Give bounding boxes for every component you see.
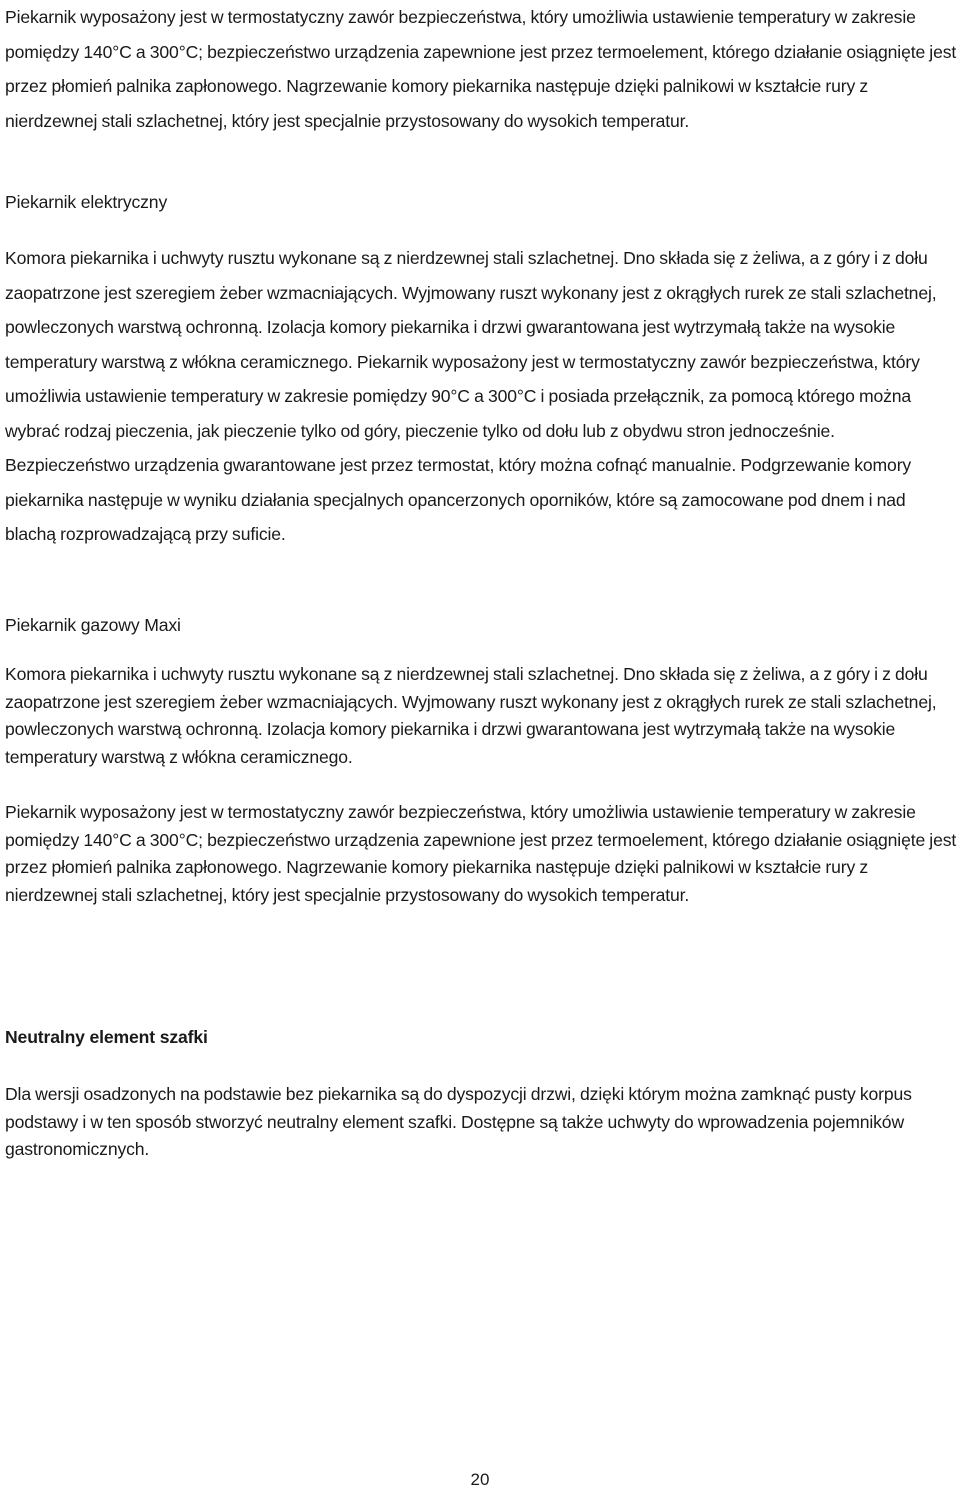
paragraph-gas-oven-maxi-thermostat: Piekarnik wyposażony jest w termostatyczny zawór bezpieczeństwa, który umożliwia ustawienie temperatury w zakresie pomiędzy 140°C a 300°C; bezpieczeństwo urządzenia zapewnione jest przez termoelement, którego działanie osiągnięte jest przez płomień palnika zapłonowego. Nagrzewanie komory piekarnika następuje dzięki palnikowi w kształcie rury z nierdzewnej stali szlachetnej, który jest specjalnie przystosowany do wysokich temperatur. (5, 802, 957, 905)
heading-neutral-cabinet: Neutralny element szafki (5, 1027, 208, 1047)
paragraph-electric-oven: Komora piekarnika i uchwyty rusztu wykonane są z nierdzewnej stali szlachetnej. Dno składa się z żeliwa, a z góry i z dołu zaopatrzone jest szeregiem żeber wzmacniających. Wyjmowany ruszt wykonany jest z okrągłych rurek ze stali szlachetnej, powleczonych warstwą ochronną. Izolacja komory piekarnika i drzwi gwarantowana jest wytrzymałą także na wysokie temperatury warstwą z włókna ceramicznego. Piekarnik wyposażony jest w termostatyczny zawór bezpieczeństwa, który umożliwia ustawienie temperatury w zakresie pomiędzy 90°C a 300°C i posiada przełącznik, za pomocą którego można wybrać rodzaj pieczenia, jak pieczenie tylko od góry, pieczenie tylko od dołu lub z obydwu stron jednocześnie. Bezpieczeństwo urządzenia gwarantowane jest przez termostat, który można cofnąć manualnie. Podgrzewanie komory piekarnika następuje w wyniku działania specjalnych opancerzonych oporników, które są zamocowane pod dnem i nad blachą rozprowadzającą przy suficie. (5, 248, 937, 544)
paragraph-neutral-cabinet: Dla wersji osadzonych na podstawie bez piekarnika są do dyspozycji drzwi, dzięki którym można zamknąć pusty korpus podstawy i w ten sposób stworzyć neutralny element szafki. Dostępne są także uchwyty do wprowadzenia pojemników gastronomicznych. (5, 1084, 912, 1159)
paragraph-gas-oven-maxi-construction: Komora piekarnika i uchwyty rusztu wykonane są z nierdzewnej stali szlachetnej. Dno składa się z żeliwa, a z góry i z dołu zaopatrzone jest szeregiem żeber wzmacniających. Wyjmowany ruszt wykonany jest z okrągłych rurek ze stali szlachetnej, powleczonych warstwą ochronną. Izolacja komory piekarnika i drzwi gwarantowana jest wytrzymałą także na wysokie temperatury warstwą z włókna ceramicznego. (5, 664, 937, 767)
paragraph-gas-oven-intro: Piekarnik wyposażony jest w termostatyczny zawór bezpieczeństwa, który umożliwia ustawienie temperatury w zakresie pomiędzy 140°C a 300°C; bezpieczeństwo urządzenia zapewnione jest przez termoelement, którego działanie osiągnięte jest przez płomień palnika zapłonowego. Nagrzewanie komory piekarnika następuje dzięki palnikowi w kształcie rury z nierdzewnej stali szlachetnej, który jest specjalnie przystosowany do wysokich temperatur. (5, 7, 957, 131)
heading-electric-oven: Piekarnik elektryczny (5, 192, 168, 212)
heading-gas-oven-maxi: Piekarnik gazowy Maxi (5, 615, 181, 635)
page-number: 20 (470, 1470, 490, 1489)
